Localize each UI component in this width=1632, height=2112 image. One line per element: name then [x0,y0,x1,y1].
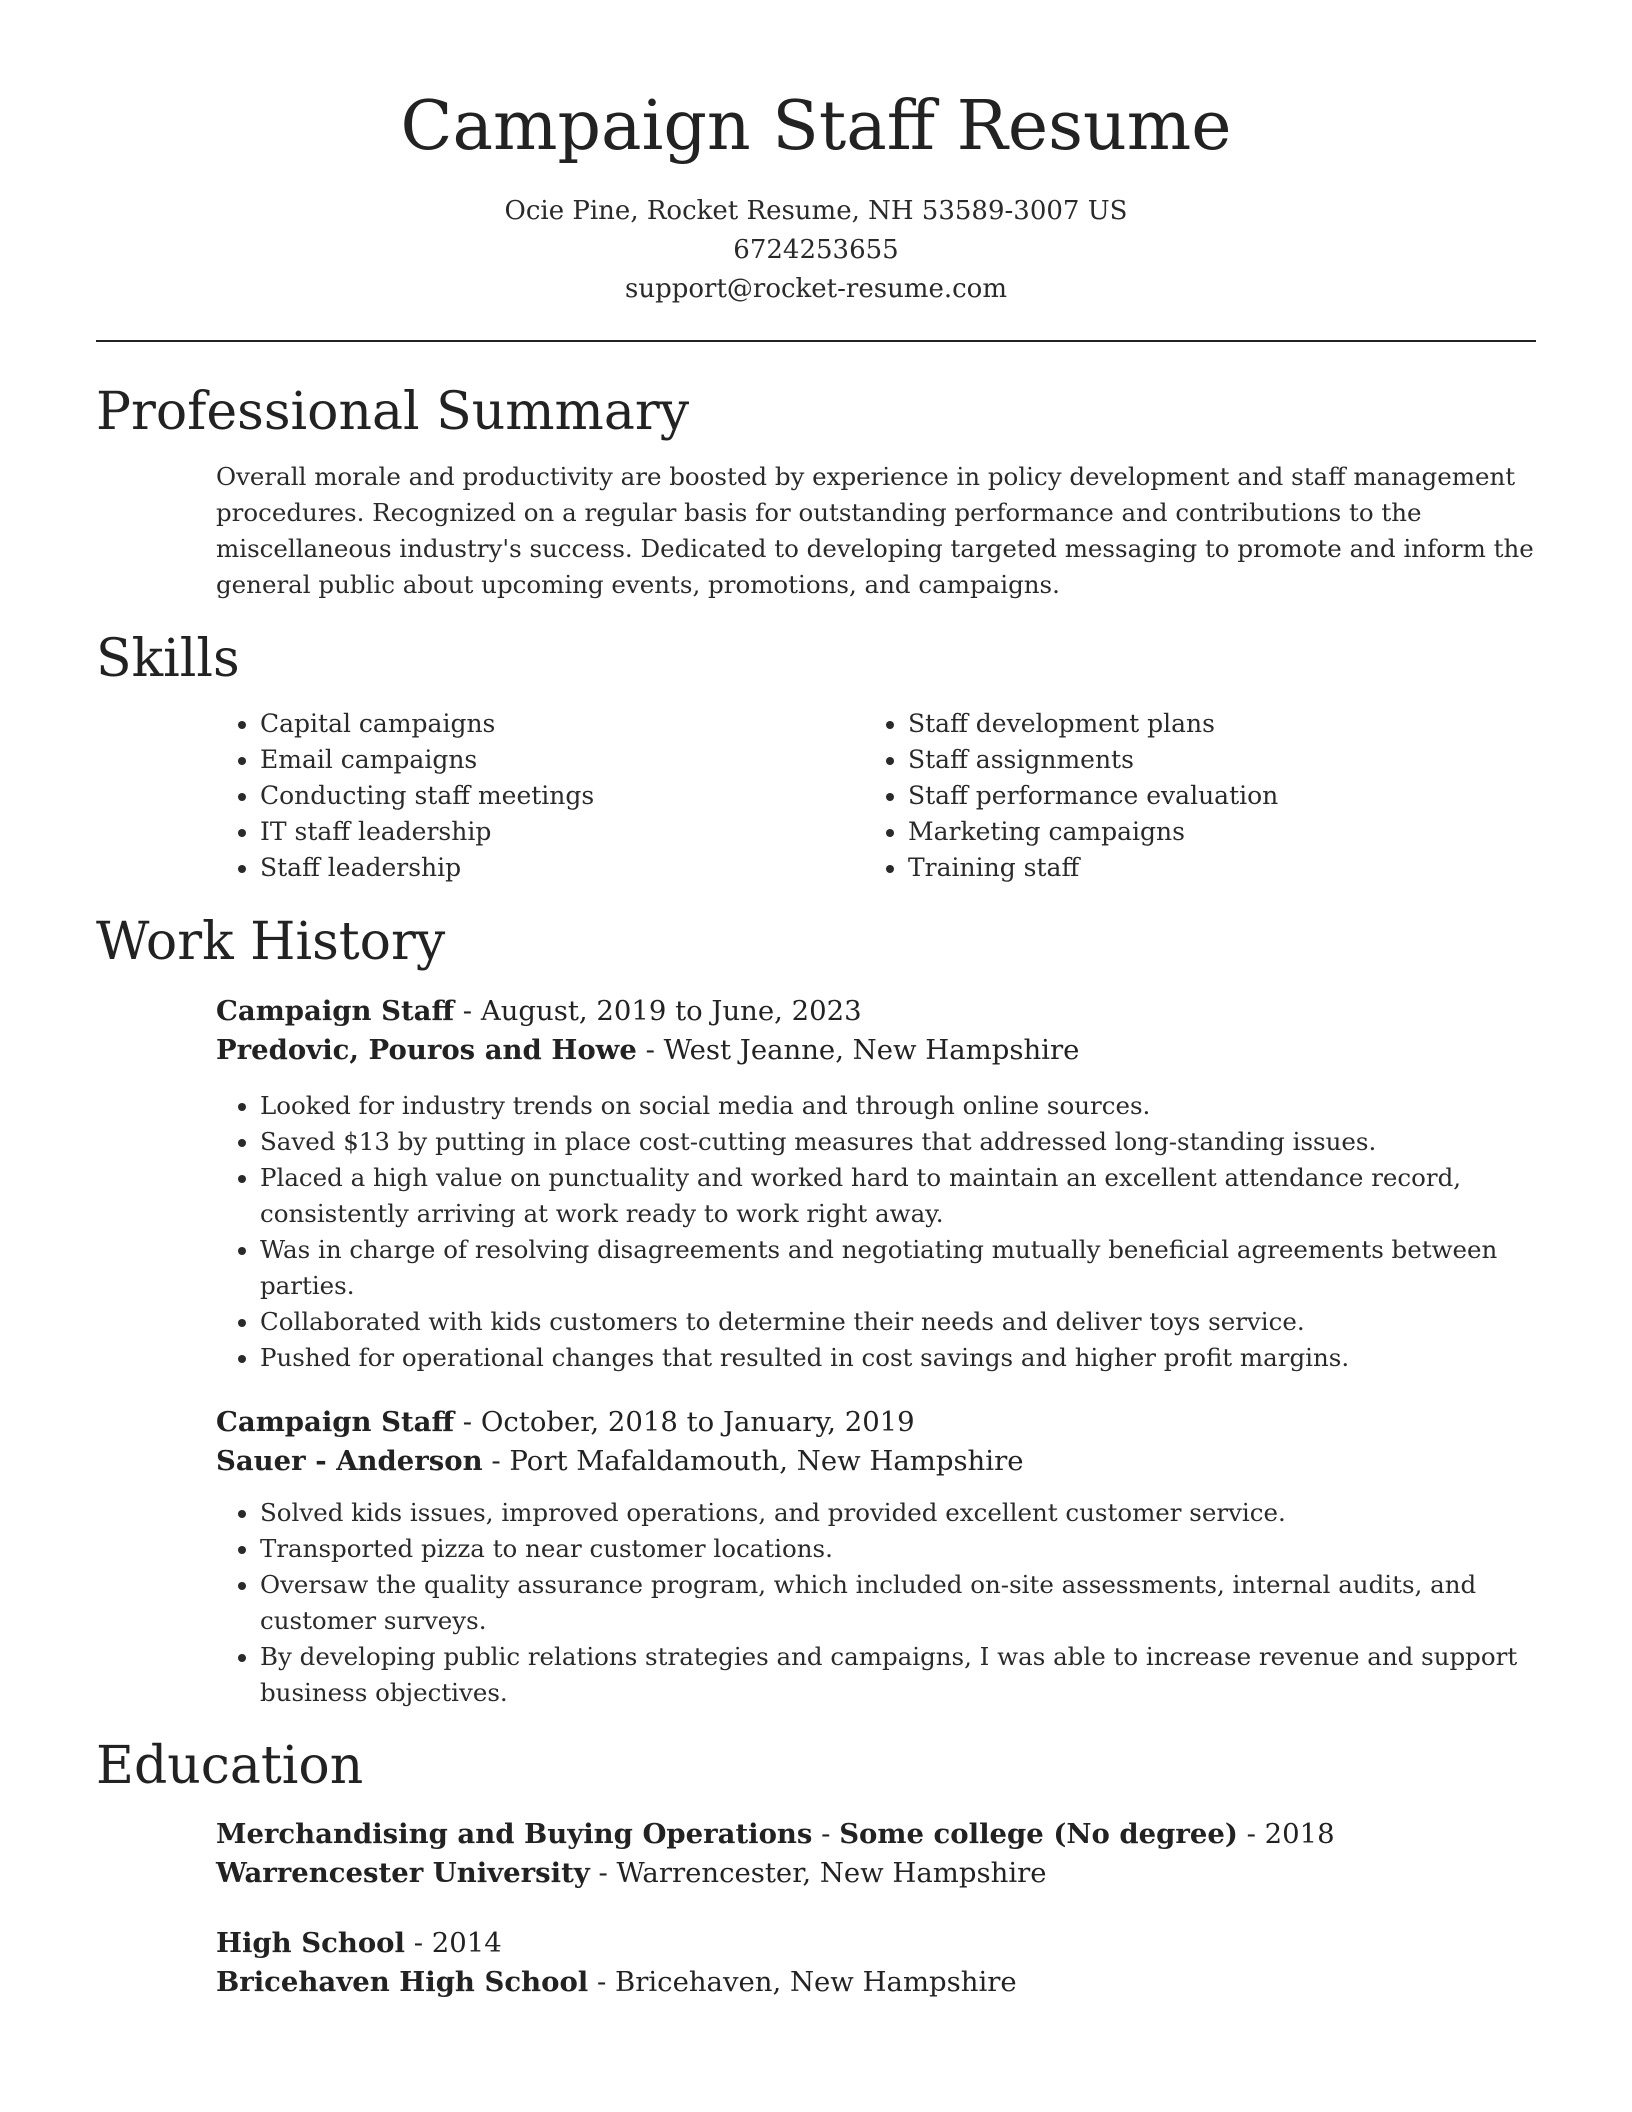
job-title-line: Campaign Staff - August, 2019 to June, 2023 [216,995,862,1027]
education-school-line: Warrencester University - Warrencester, New Hampshire [216,1857,1047,1889]
header-divider [96,340,1536,342]
skills-list-left [216,706,866,886]
education-location: Bricehaven, New Hampshire [615,1966,1017,1998]
job-bullet: • By developing public relations strategies and campaigns, I was able to increase revenue and support business objectives. [260,1639,1536,1711]
job-bullet: • Pushed for operational changes that resulted in cost savings and higher profit margins. [260,1340,1536,1376]
job-title-line: Campaign Staff - October, 2018 to January, 2019 [216,1406,915,1438]
skill-item: • Training staff [908,850,1514,886]
skill-item: • Conducting staff meetings [260,778,866,814]
job-title: Campaign Staff [216,995,455,1027]
contact-address: Ocie Pine, Rocket Resume, NH 53589-3007 US [504,196,1128,226]
resume-title: Campaign Staff Resume [400,87,1232,166]
contact-info [0,192,1632,309]
education-year: 2018 [1264,1818,1335,1850]
job-company: Predovic, Pouros and Howe [216,1034,637,1066]
education-entry [216,1815,1536,1893]
job-bullet: • Solved kids issues, improved operations, and provided excellent customer service. [260,1495,1536,1531]
education-program: High School [216,1927,405,1959]
job-entry [216,992,1536,1376]
job-bullets [216,1495,1536,1711]
skill-item: • Marketing campaigns [908,814,1514,850]
work-history-heading: Work History [96,912,446,972]
education-program-line: High School - 2014 [216,1927,502,1959]
skill-item: • Staff leadership [260,850,866,886]
education-school: Bricehaven High School [216,1966,589,1998]
job-bullet: • Placed a high value on punctuality and worked hard to maintain an excellent attendance record, consistently arriving at work ready to work right away. [260,1160,1536,1232]
education-heading: Education [96,1736,364,1796]
job-dates: August, 2019 to June, 2023 [480,995,862,1027]
job-bullets [216,1088,1536,1376]
contact-phone: 6724253655 [733,235,899,265]
skill-item: • Email campaigns [260,742,866,778]
education-program: Merchandising and Buying Operations [216,1818,813,1850]
summary-heading: Professional Summary [96,382,690,442]
job-title: Campaign Staff [216,1406,455,1438]
job-bullet: • Saved $13 by putting in place cost-cutting measures that addressed long-standing issues. [260,1124,1536,1160]
skill-item: • Staff assignments [908,742,1514,778]
job-bullet: • Looked for industry trends on social media and through online sources. [260,1088,1536,1124]
education-location: Warrencester, New Hampshire [616,1857,1047,1889]
job-bullet: • Transported pizza to near customer locations. [260,1531,1536,1567]
job-bullet: • Collaborated with kids customers to determine their needs and deliver toys service. [260,1304,1536,1340]
job-bullet: • Was in charge of resolving disagreements and negotiating mutually beneficial agreements between parties. [260,1232,1536,1304]
contact-email[interactable]: support@rocket-resume.com [624,274,1007,304]
skills-heading: Skills [96,629,240,689]
job-company-line: Sauer - Anderson - Port Mafaldamouth, New Hampshire [216,1445,1024,1477]
education-entry [216,1924,1536,2002]
skill-item: • IT staff leadership [260,814,866,850]
education-school: Warrencester University [216,1857,590,1889]
summary-text: Overall morale and productivity are boosted by experience in policy development and staff management procedures. Recognized on a regular basis for outstanding performance and contributions to the miscellaneous industry's success. Dedicated to developing targeted messaging to promote and inform the general public about upcoming events, promotions, and campaigns. [216,462,1534,599]
skill-item: • Staff development plans [908,706,1514,742]
job-entry [216,1403,1536,1711]
job-company: Sauer - Anderson [216,1445,483,1477]
job-company-line: Predovic, Pouros and Howe - West Jeanne, New Hampshire [216,1034,1080,1066]
skills-list-right [864,706,1514,886]
job-location: West Jeanne, New Hampshire [663,1034,1080,1066]
job-bullet: • Oversaw the quality assurance program, which included on-site assessments, internal audits, and customer surveys. [260,1567,1536,1639]
education-school-line: Bricehaven High School - Bricehaven, New Hampshire [216,1966,1017,1998]
education-program-line: Merchandising and Buying Operations - Some college (No degree) - 2018 [216,1818,1335,1850]
education-year: 2014 [431,1927,502,1959]
job-location: Port Mafaldamouth, New Hampshire [509,1445,1024,1477]
resume-header [0,0,1632,309]
skill-item: • Staff performance evaluation [908,778,1514,814]
skill-item: • Capital campaigns [260,706,866,742]
education-level: Some college (No degree) [839,1818,1238,1850]
job-dates: October, 2018 to January, 2019 [480,1406,915,1438]
